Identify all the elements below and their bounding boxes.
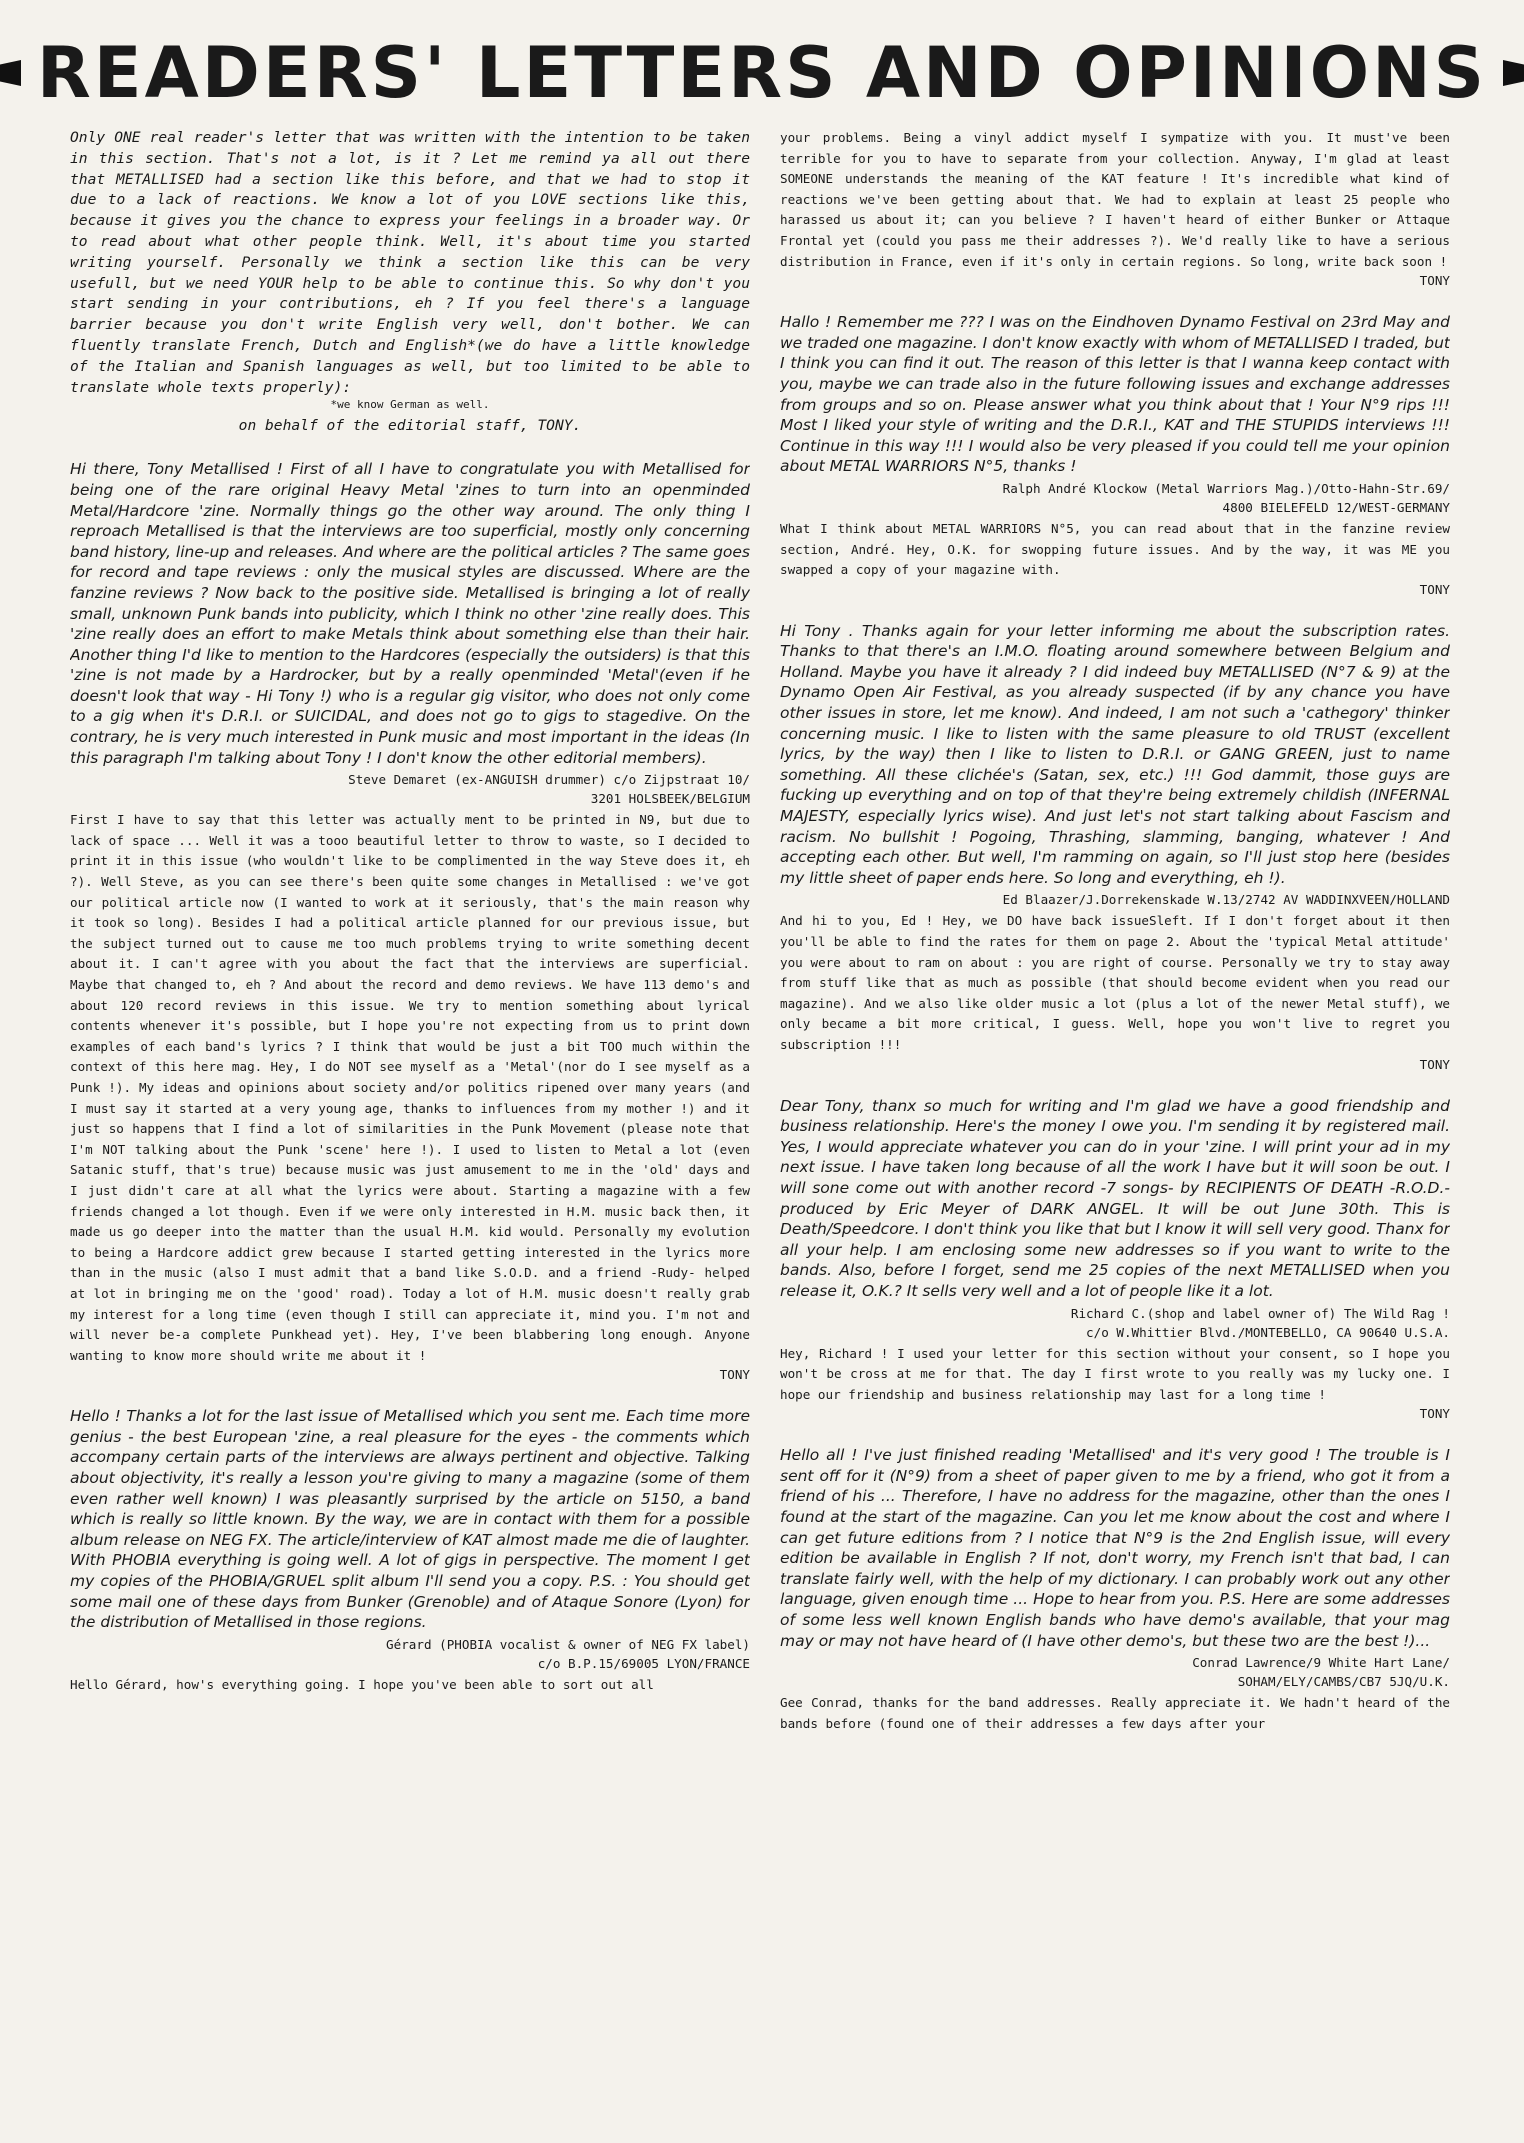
signature-line: Richard C.(shop and label owner of) The Wild Rag ! xyxy=(1070,1305,1450,1321)
reply-signature: TONY xyxy=(1419,1406,1450,1422)
letter-conrad xyxy=(780,1445,1450,1734)
intro-signature: on behalf of the editorial staff, TONY. xyxy=(238,417,582,435)
letter-signature xyxy=(70,1635,750,1673)
letter-signature xyxy=(780,1304,1450,1342)
signature-line: Steve Demaret (ex-ANGUISH drummer) c/o Zijpstraat 10/ xyxy=(348,772,750,788)
letter-text: Hi Tony . Thanks again for your letter informing me about the subscription rates. Thanks to that there's an I.M.O. floating around somewhere between Belgium and Holland. Maybe you have it already ? I did indeed buy METALLISED (N°7 & 9) at the Dynamo Open Air Festival, as you already suspected (if by any chance you have other issues in store, let me know). And indeed, I am not such a 'cathegory' thinker concerning music. I like to listen with the same pleasure to old TRUST (excellent lyrics, by the way) then I like to listen to D.R.I. or GANG GREEN, just to name something. All these clichée's (Satan, sex, etc.) !!! God dammit, those guys are fucking up everything and on top of that they're being extremely childish (INFERNAL MAJESTY, especially lyrics wise). And just let's not start talking about Fascism and racism. No bullshit ! Pogoing, Thrashing, slamming, banging, whatever ! And accepting each other. But well, I'm ramming on again, so I'll just stop here (besides my little sheet of paper ends here. So long and everything, eh !). xyxy=(780,621,1450,887)
letter-text: Hallo ! Remember me ??? I was on the Eindhoven Dynamo Festival on 23rd May and we traded one magazine. I don't know exactly with whom of METALLISED I traded, but I think you can find it out. The reason of this letter is that I wanna keep contact with you, maybe we can trade also in the future following issues and exchange addresses from groups and so on. Please answer what you think about that ! Your N°9 rips !!! Most I liked your style of writing and the D.R.I., KAT and THE STUPIDS interviews !!! Continue in this way !!! I would also be very pleased if you could tell me your opinion about METAL WARRIORS N°5, thanks ! xyxy=(780,313,1450,476)
intro-text: Only ONE real reader's letter that was written with the intention to be taken in this section. That's not a lot, is it ? Let me remind ya all out there that METALLISED had a section like this before, and that we had to stop it due to a lack of reactions. We know a lot of you LOVE sections like this, because it gives you the chance to express your feelings in a broader way. Or to read about what other people think. Well, it's about time you started writing yourself. Personally we think a section like this can be very usefull, but we need YOUR help to be able to continue this. So why don't you start sending in your contributions, eh ? If you feel there's a language barrier because you don't write English very well, don't bother. We can fluently translate French, Dutch and English*(we do have a little knowledge of the Italian and Spanish languages as well, but too limited to be able to translate whole texts properly): xyxy=(70,129,750,396)
reply-signature: TONY xyxy=(1419,273,1450,289)
page-title: READERS' LETTERS AND OPINIONS xyxy=(36,32,1488,114)
letter-ed xyxy=(780,621,1450,1074)
editorial-intro xyxy=(70,128,750,437)
letter-signature: Ed Blaazer/J.Dorrekenskade W.13/2742 AV WADDINXVEEN/HOLLAND xyxy=(1002,892,1450,908)
signature-line: Conrad Lawrence/9 White Hart Lane/ xyxy=(1192,1655,1450,1671)
signature-line: Gérard (PHOBIA vocalist & owner of NEG FX label) xyxy=(386,1636,750,1652)
letter-signature xyxy=(70,770,750,808)
letter-signature xyxy=(780,479,1450,517)
signature-line: c/o B.P.15/69005 LYON/FRANCE xyxy=(537,1655,750,1671)
letter-richard xyxy=(780,1096,1450,1424)
reply-signature: TONY xyxy=(1419,1056,1450,1072)
editor-reply: Hello Gérard, how's everything going. I hope you've been able to sort out all xyxy=(70,1676,654,1692)
letter-text: Dear Tony, thanx so much for writing and I'm glad we have a good friendship and business relationship. Here's the money I owe you. I'm sending it by registered mail. Yes, I would appreciate whatever you can do in your 'zine. I will print your ad in my next issue. I have taken long because of all the work I have but it will soon be out. I will sone come out with another record -7 songs- by RECIPIENTS OF DEATH -R.O.D.- produced by Eric Meyer of DARK ANGEL. It will be out June 30th. This is Death/Speedcore. I don't think you like that but I know it will sell very good. Thanx for all your help. I am enclosing some new addresses so if you want to write to the bands. Also, before I forget, send me 25 copies of the next METALLISED when you release it, O.K.? It sells very well and a lot of people like it a lot. xyxy=(780,1096,1450,1300)
right-column xyxy=(780,128,1450,2118)
letter-steve xyxy=(70,459,750,1384)
page-header xyxy=(36,28,1488,118)
signature-line: Ralph André Klockow (Metal Warriors Mag.)/Otto-Hahn-Str.69/ xyxy=(1002,480,1450,496)
signature-line: c/o W.Whittier Blvd./MONTEBELLO, CA 90640 U.S.A. xyxy=(1086,1324,1450,1340)
intro-footnote: *we know German as well. xyxy=(330,398,490,412)
letter-ralph xyxy=(780,312,1450,599)
arrow-right-icon xyxy=(1503,60,1524,86)
letter-text: Hi there, Tony Metallised ! First of all I have to congratulate you with Metallised for being one of the rare original Heavy Metal 'zines to turn into an openminded Metal/Hardcore 'zine. Normally things go the other way around. The only thing I reproach Metallised is that the interviews are too superficial, mostly only concerning band history, line-up and releases. And where are the political articles ? The same goes for record and tape reviews : only the musical styles are discussed. Where are the fanzine reviews ? Now back to the positive side. Metallised is bringing a lot of really small, unknown Punk bands into publicity, which I think no other 'zine really does. This 'zine really does an effort to make Metals think about something else than their hair. Another thing I'd like to mention to the Hardcores (especially the outsiders) is that this 'zine is not made by a Hardrocker, but by a really openminded 'Metal'(even if he doesn't look that way - Hi Tony !) who is a regular gig visitor, who does not only come to a gig when it's D.R.I. or SUICIDAL, and does not go to gigs to stagedive. On the contrary, he is very much interested in Punk music and most important in the ideas (In this paragraph I'm talking about Tony ! I don't know the other editorial members). xyxy=(70,460,750,767)
editor-reply: your problems. Being a vinyl addict myself I sympatize with you. It must've been terrible for you to have to separate from your collection. Anyway, I'm glad at least SOMEONE understands the meaning of the KAT feature ! It's incredible what kind of reactions we've been getting about that. We had to explain at least 25 people who harassed us about it; can you believe ? I haven't heard of either Bunker or Attaque Frontal yet (could you pass me their addresses ?). We'd really like to have a serious distribution in France, even if it's only in certain regions. So long, write back soon ! xyxy=(780,130,1450,269)
left-column xyxy=(70,128,750,2118)
signature-line: 3201 HOLSBEEK/BELGIUM xyxy=(590,791,750,807)
editor-reply: First I have to say that this letter was actually ment to be printed in N9, but due to lack of space ... Well it was a tooo beautiful letter to throw to waste, so I decided to print it in this issue (who wouldn't like to be complimented in the way Steve does it, eh ?). Well Steve, as you can see there's been quite some changes in Metallised : we've got our political article now (I wanted to work at it seriously, that's the main reason why it took so long). Besides I had a political article planned for our previous issue, but the subject turned out to cause me too much problems trying to write something decent about it. I can't agree with you about the fact that the interviews are superficial. Maybe that changed to, eh ? And about the record and demo reviews. We have 113 demo's and about 120 record reviews in this issue. We try to mention something about lyrical contents whenever it's possible, but I hope you're not expecting from us to print down examples of each band's lyrics ? I think that would be just a bit TOO much within the context of this here mag. Hey, I do NOT see myself as a 'Metal'(nor do I see myself as a Punk !). My ideas and opinions about society and/or politics ripened over many years (and I must say it started at a very young age, thanks to influences from my mother !) and it just so happens that I find a lot of similarities in the Punk Movement (please note that I'm NOT talking about the Punk 'scene' here !). I used to listen to Metal a lot (even Satanic stuff, that's true) because music was just amusement to me in the 'old' days and I just didn't care at all what the lyrics were about. Starting a magazine with a few friends changed a lot though. Even if we were only interested in H.M. music back then, it made us go deeper into the matter than the usual H.M. kid would. Personally my evolution to being a Hardcore addict grew because I started getting interested in the lyrics more than in the music (also I must admit that a band like S.O.D. and a friend -Rudy- helped at lot in bringing me on the 'good' road). Today a lot of H.M. music doesn't really grab my interest for a long time (even though I still can appreciate it, mind you. I'm not and will never be-a complete Punkhead yet). Hey, I've been blabbering long enough. Anyone wanting to know more should write me about it ! xyxy=(70,812,750,1363)
editor-reply: Hey, Richard ! I used your letter for this section without your consent, so I hope you won't be cross at me for that. The day I first wrote to you really was my lucky one. I hope our friendship and business relationship may last for a long time ! xyxy=(780,1345,1450,1402)
reply-signature: TONY xyxy=(1419,581,1450,597)
reply-gerard-continued xyxy=(780,128,1450,290)
arrow-left-icon xyxy=(0,60,21,86)
letter-gerard xyxy=(70,1406,750,1695)
editor-reply: What I think about METAL WARRIORS N°5, you can read about that in the fanzine review section, André. Hey, O.K. for swopping future issues. And by the way, it was ME you swapped a copy of your magazine with. xyxy=(780,520,1450,578)
editor-reply: Gee Conrad, thanks for the band addresses. Really appreciate it. We hadn't heard of the bands before (found one of their addresses a few days after your xyxy=(780,1695,1450,1731)
editor-reply: And hi to you, Ed ! Hey, we DO have back issueSleft. If I don't forget about it then you'll be able to find the rates for them on page 2. About the 'typical Metal attitude' you were about to ram on about : you are right of course. Personally we try to stay away from stuff like that as much as possible (that should become evident when you read our magazine). And we also like older music a lot (plus a lot of the newer Metal stuff), we only became a bit more critical, I guess. Well, hope you won't live to regret you subscription !!! xyxy=(780,913,1450,1052)
reply-signature: TONY xyxy=(719,1367,750,1383)
letter-text: Hello ! Thanks a lot for the last issue of Metallised which you sent me. Each time more genius - the best European 'zine, a real pleasure for the eyes - the comments which accompany certain parts of the interviews are always pertinent and objective. Talking about objectivity, it's really a lesson you're giving to many a magazine (some of them even rather well known) I was pleasantly surprised by the article on 5150, a band which is really so little known. By the way, we are in contact with them for a possible album release on NEG FX. The article/interview of KAT almost made me die of laughter. With PHOBIA everything is going well. A lot of gigs in perspective. The moment I get my copies of the PHOBIA/GRUEL split album I'll send you a copy. P.S. : You should get some mail one of these days from Bunker (Grenoble) and of Ataque Sonore (Lyon) for the distribution of Metallised in those regions. xyxy=(70,1407,750,1632)
letter-text: Hello all ! I've just finished reading 'Metallised' and it's very good ! The trouble is I sent off for it (N°9) from a sheet of paper given to me by a friend, who got it from a friend of his ... Therefore, I have no address for the magazine, other than the ones I found at the start of the magazine. Can you let me know about the cost and where I can get future editions from ? I notice that N°9 is the 2nd English issue, will every edition be available in English ? If not, don't worry, my French isn't that bad, I can translate fairly well, with the help of my dictionary. I can probably work out any other language, given enough time ... Hope to hear from you. P.S. Here are some addresses of some less well known English bands who have demo's available, that your mag may or may not have heard of (I have other demo's, but these two are the best !)... xyxy=(780,1446,1450,1650)
signature-line: 4800 BIELEFELD 12/WEST-GERMANY xyxy=(1222,499,1450,515)
letter-signature xyxy=(780,1653,1450,1691)
signature-line: SOHAM/ELY/CAMBS/CB7 5JQ/U.K. xyxy=(1237,1674,1450,1690)
